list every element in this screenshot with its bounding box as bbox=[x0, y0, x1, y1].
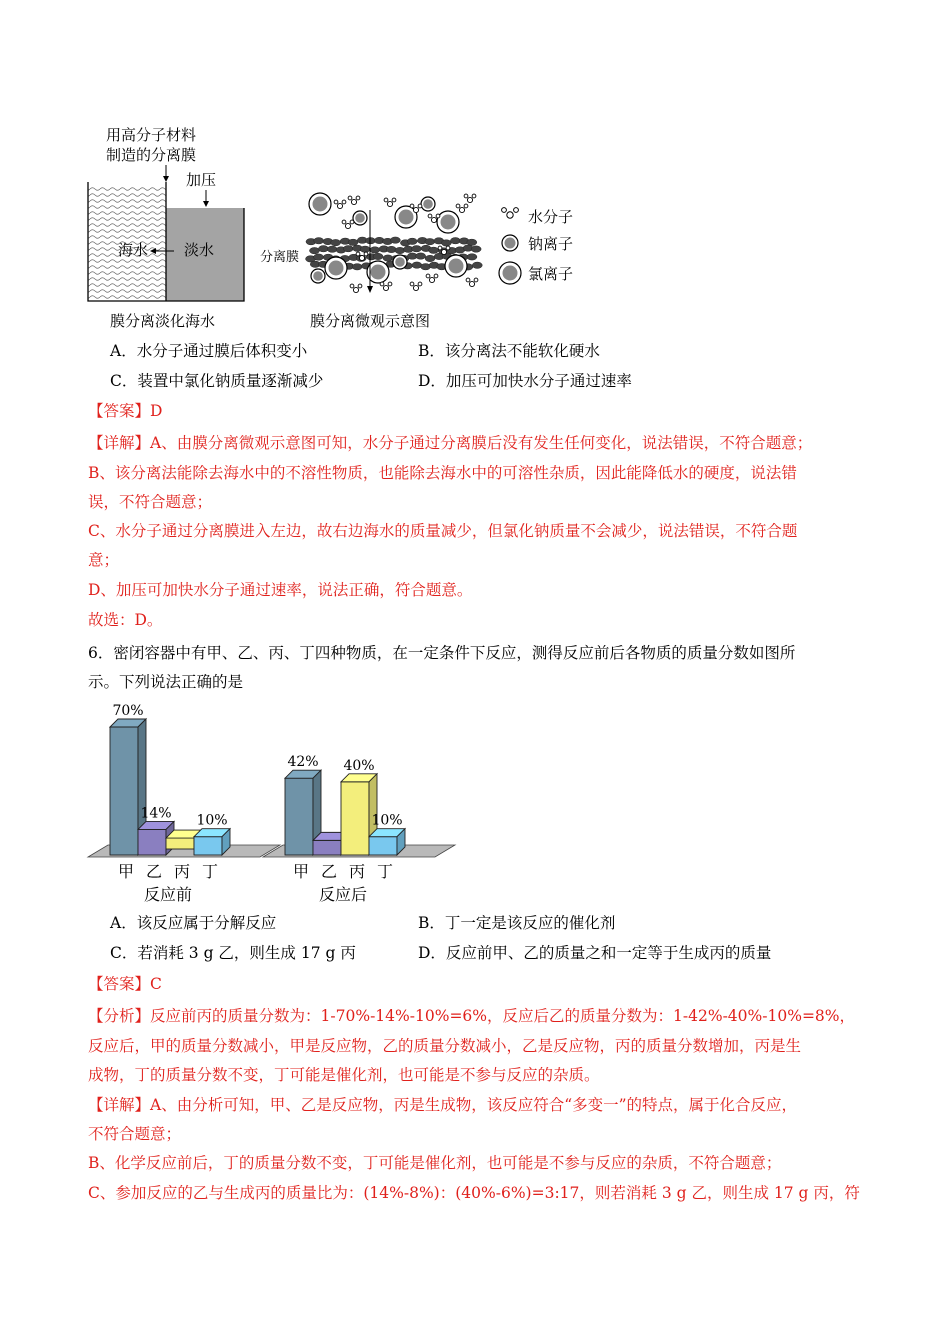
legend-chloride: 氯离子 bbox=[528, 265, 574, 283]
category-label-丁: 丁 bbox=[201, 862, 219, 881]
bar-label-丙: 40% bbox=[343, 757, 375, 774]
bar-label-乙: 14% bbox=[140, 805, 172, 822]
membrane-particle bbox=[352, 264, 362, 270]
bar-label-甲: 42% bbox=[287, 754, 319, 771]
membrane-particle bbox=[471, 246, 481, 252]
membrane-particle bbox=[360, 246, 370, 252]
answer-value: C bbox=[150, 975, 162, 993]
q6-explain-1 bbox=[88, 1095, 797, 1115]
pressure-label: 加压 bbox=[186, 171, 217, 189]
q6-option-c: C．若消耗 3 g 乙，则生成 17 g 丙 bbox=[110, 944, 356, 962]
fig1-caption-line-2: 制造的分离膜 bbox=[106, 146, 197, 164]
sodium-ion-core bbox=[355, 213, 365, 223]
membrane-label: 分离膜 bbox=[260, 250, 300, 265]
legend-sodium: 钠离子 bbox=[528, 235, 574, 253]
water-molecule bbox=[466, 278, 478, 287]
bar-甲 bbox=[110, 727, 138, 855]
water-molecule bbox=[426, 274, 438, 283]
chloride-ion-core bbox=[371, 265, 386, 280]
water-molecule-icon bbox=[502, 208, 519, 219]
membrane-particle bbox=[327, 246, 337, 252]
answer-tag: 【答案】 bbox=[88, 975, 151, 993]
q6-analysis-3: 成物，丁的质量分数不变，丁可能是催化剂，也可能是不参与反应的杂质。 bbox=[88, 1066, 600, 1084]
q6-option-a: A．该反应属于分解反应 bbox=[110, 914, 277, 932]
membrane-particle bbox=[370, 247, 380, 253]
water-molecule bbox=[380, 282, 392, 291]
chloride-ion-core bbox=[399, 210, 414, 225]
fig1-caption: 膜分离淡化海水 bbox=[110, 312, 216, 330]
bar-乙 bbox=[313, 840, 341, 855]
category-label-丁: 丁 bbox=[376, 862, 394, 881]
sodium-ion-core bbox=[395, 257, 405, 267]
bar-甲 bbox=[285, 778, 313, 855]
membrane-particle bbox=[467, 254, 477, 260]
q5-explain-3: 误，不符合题意； bbox=[88, 493, 213, 511]
chloride-ion-icon bbox=[499, 262, 521, 284]
category-label-丙: 丙 bbox=[173, 862, 191, 881]
category-label-乙: 乙 bbox=[320, 862, 338, 881]
fig1-caption-line-1: 用高分子材料 bbox=[106, 126, 197, 144]
chart-title: 反应前 bbox=[143, 885, 193, 904]
membrane-micro-figure bbox=[258, 180, 598, 338]
q6-stem-2: 示。下列说法正确的是 bbox=[88, 673, 244, 691]
membrane-particle bbox=[318, 246, 328, 252]
q6-stem-1: 6．密闭容器中有甲、乙、丙、丁四种物质，在一定条件下反应，测得反应前后各物质的质量分数如图所 bbox=[88, 644, 796, 662]
sodium-ion-core bbox=[423, 199, 433, 209]
q5-option-a: A．水分子通过膜后体积变小 bbox=[110, 342, 308, 360]
q6-option-b: B．丁一定是该反应的催化剂 bbox=[418, 914, 616, 932]
membrane-particle bbox=[348, 239, 358, 245]
q6-option-d: D．反应前甲、乙的质量之和一定等于生成丙的质量 bbox=[418, 944, 772, 962]
bar-label-丁: 10% bbox=[196, 812, 228, 829]
q5-explain-1 bbox=[88, 433, 812, 453]
bar-丙 bbox=[166, 838, 194, 849]
analysis-tag: 【分析】 bbox=[88, 1007, 151, 1025]
chloride-ion-core bbox=[441, 215, 456, 230]
bar-丁 bbox=[194, 837, 222, 855]
answer-tag: 【答案】 bbox=[88, 402, 151, 420]
chloride-ion-core bbox=[449, 259, 464, 274]
q6-analysis-1 bbox=[88, 1006, 855, 1026]
sodium-ion-core bbox=[313, 271, 323, 281]
water-molecule bbox=[410, 282, 422, 291]
membrane-particle bbox=[314, 238, 324, 244]
membrane-particle bbox=[429, 247, 439, 253]
chloride-ion-core bbox=[329, 261, 344, 276]
water-molecule bbox=[456, 204, 468, 213]
analysis-text: 反应前丙的质量分数为：1-70%-14%-10%=6%，反应后乙的质量分数为：1-42%-40%-10%=8%， bbox=[150, 1007, 856, 1025]
category-label-甲: 甲 bbox=[117, 862, 135, 881]
q5-explain-2: B、该分离法能除去海水中的不溶性物质，也能除去海水中的可溶性杂质，因此能降低水的硬度，说法错 bbox=[88, 464, 797, 482]
membrane-particle bbox=[390, 237, 400, 243]
membrane-particle bbox=[343, 245, 353, 251]
q6-analysis-2: 反应后，甲的质量分数减小，甲是反应物，乙的质量分数减小，乙是反应物，丙的质量分数增加，丙是生 bbox=[88, 1037, 802, 1055]
legend-water: 水分子 bbox=[528, 208, 574, 226]
membrane-particle bbox=[314, 254, 324, 260]
membrane-particle bbox=[331, 239, 341, 245]
water-molecule bbox=[348, 196, 360, 205]
answer-value: D bbox=[150, 402, 163, 420]
bar-label-甲: 70% bbox=[112, 703, 144, 719]
membrane-particle bbox=[472, 262, 482, 268]
water-molecule bbox=[464, 194, 476, 203]
membrane-particle bbox=[412, 262, 422, 268]
category-label-甲: 甲 bbox=[292, 862, 310, 881]
chloride-ion-core bbox=[313, 197, 328, 212]
water-molecule bbox=[342, 220, 354, 229]
q5-explain-4: C、水分子通过分离膜进入左边，故右边海水的质量减少，但氯化钠质量不会减少，说法错误，不符合题 bbox=[88, 522, 798, 540]
membrane-particle bbox=[412, 246, 422, 252]
q5-option-b: B．该分离法不能软化硬水 bbox=[418, 342, 600, 360]
sodium-ion-icon bbox=[502, 235, 518, 251]
category-label-乙: 乙 bbox=[145, 862, 163, 881]
q6-explain-4: C、参加反应的乙与生成丙的质量比为：(14%-8%)：(40%-6%)=3:17，则若消耗 3 g 乙，则生成 17 g 丙，符 bbox=[88, 1184, 860, 1202]
fig2-caption: 膜分离微观示意图 bbox=[310, 312, 431, 330]
q5-explain-7: 故选：D。 bbox=[88, 611, 163, 629]
freshwater-label: 淡水 bbox=[184, 241, 215, 259]
membrane-particle bbox=[441, 240, 451, 246]
q5-option-c: C．装置中氯化钠质量逐渐减少 bbox=[110, 372, 324, 390]
bar-丁 bbox=[369, 837, 397, 855]
bar-丙 bbox=[341, 782, 369, 855]
membrane-particle bbox=[425, 255, 435, 261]
q5-explain-5: 意； bbox=[88, 551, 120, 569]
bar-乙 bbox=[138, 829, 166, 855]
q6-explain-2: 不符合题意； bbox=[88, 1125, 182, 1143]
particle-field bbox=[306, 193, 483, 293]
water-molecule bbox=[384, 198, 396, 207]
q5-explain-6: D、加压可加快水分子通过速率，说法正确，符合题意。 bbox=[88, 581, 473, 599]
chart-title: 反应后 bbox=[318, 885, 368, 904]
explain-text: A、由膜分离微观示意图可知，水分子通过分离膜后没有发生任何变化，说法错误，不符合题意； bbox=[150, 434, 813, 452]
water-molecule bbox=[350, 284, 362, 293]
detail-tag: 【详解】 bbox=[88, 434, 151, 452]
category-label-丙: 丙 bbox=[348, 862, 366, 881]
membrane-particle bbox=[425, 238, 435, 244]
q5-option-d: D．加压可加快水分子通过速率 bbox=[418, 372, 632, 390]
q5-answer bbox=[88, 401, 162, 421]
explain-text: A、由分析可知，甲、乙是反应物，丙是生成物，该反应符合“多变一”的特点，属于化合反应， bbox=[150, 1096, 798, 1114]
q6-explain-3: B、化学反应前后，丁的质量分数不变，丁可能是催化剂，也可能是不参与反应的杂质，不符合题意； bbox=[88, 1154, 782, 1172]
water-molecule bbox=[334, 200, 346, 209]
membrane-particle bbox=[416, 253, 426, 259]
q6-answer bbox=[88, 974, 162, 994]
detail-tag: 【详解】 bbox=[88, 1096, 151, 1114]
membrane-particle bbox=[467, 239, 477, 245]
membrane-particle bbox=[309, 247, 319, 253]
bar-label-丁: 10% bbox=[371, 812, 403, 829]
seawater-label: 海水 bbox=[118, 241, 149, 259]
mass-fraction-charts bbox=[80, 690, 460, 905]
membrane-particle bbox=[373, 253, 383, 259]
membrane-particle bbox=[407, 238, 417, 244]
membrane-apparatus-figure bbox=[80, 120, 280, 335]
